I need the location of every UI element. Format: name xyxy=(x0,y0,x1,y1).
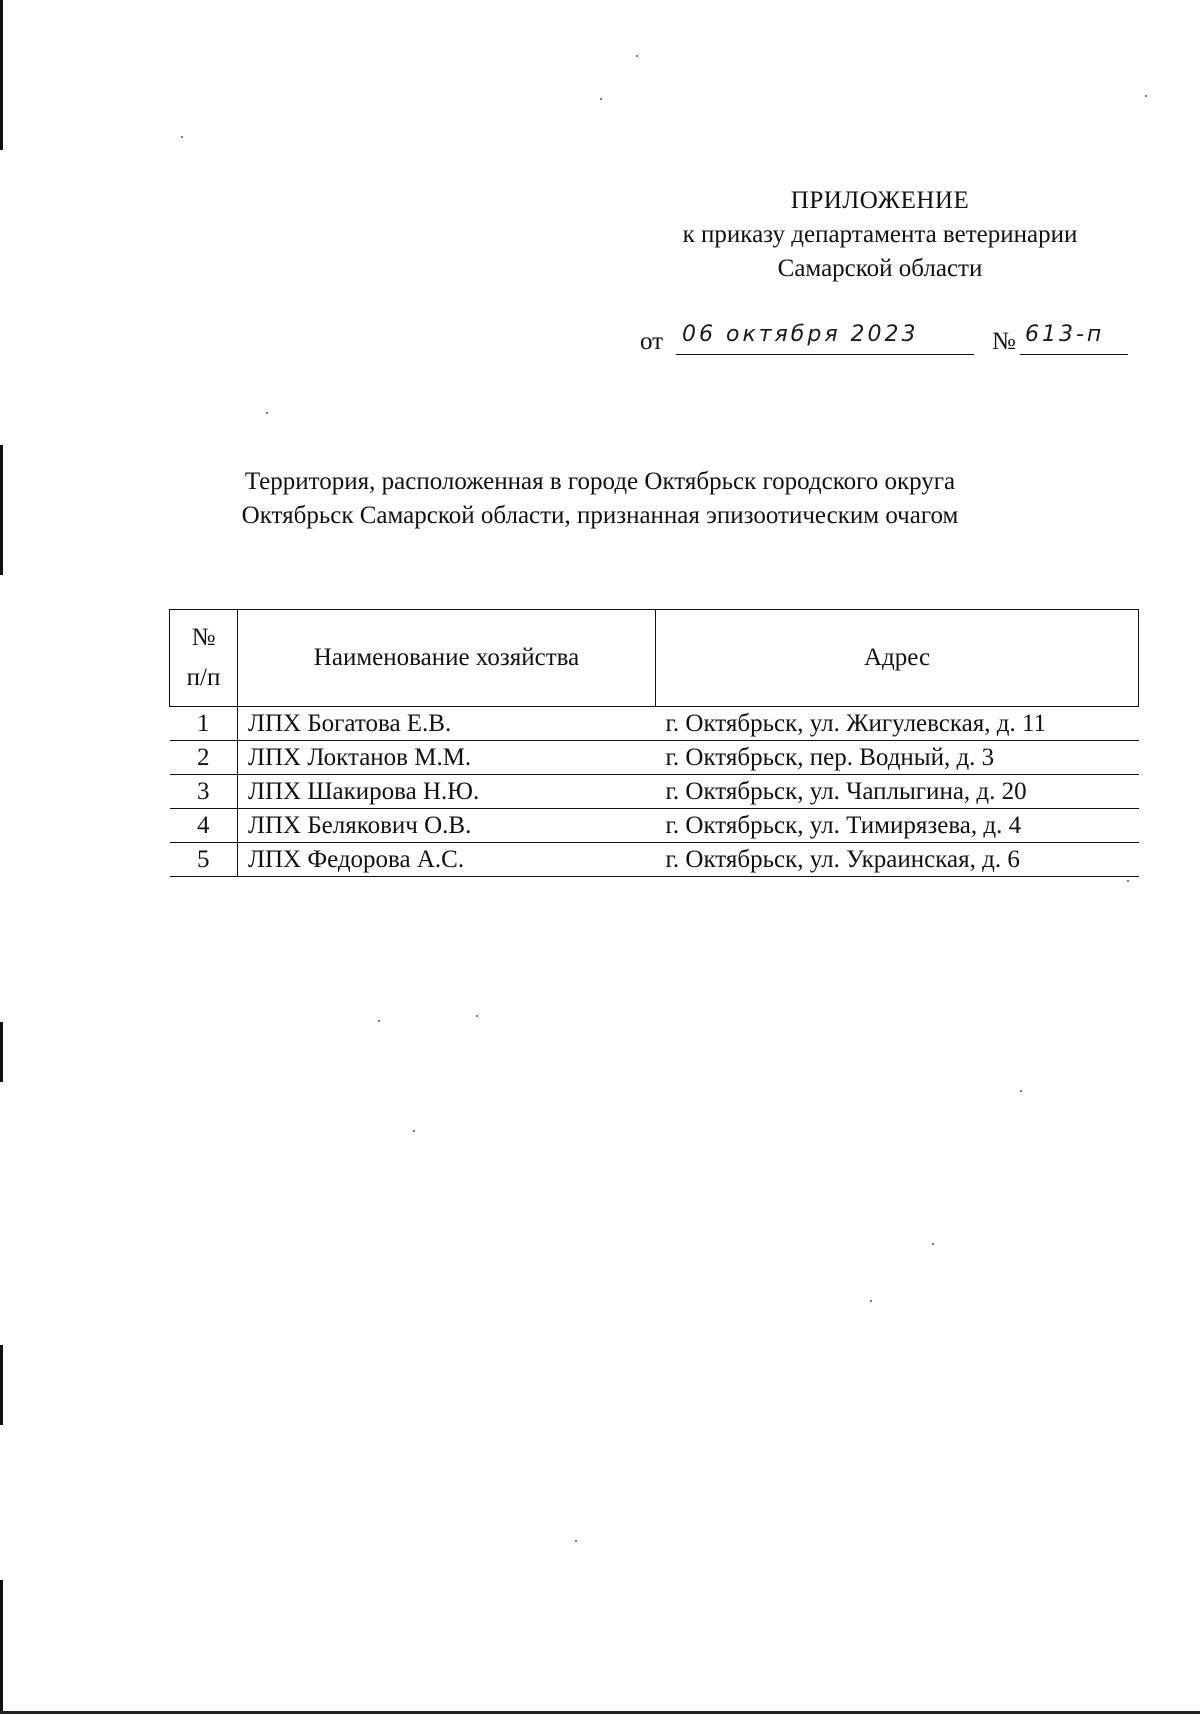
order-reference xyxy=(640,322,1130,362)
scan-speck xyxy=(932,1243,934,1245)
column-header-number xyxy=(170,610,238,707)
row-number: 2 xyxy=(170,741,238,775)
appendix-line-2: Самарской области xyxy=(777,255,983,282)
farm-address: г. Октябрьск, ул. Жигулевская, д. 11 xyxy=(656,707,1139,741)
column-header-number-abbr: п/п xyxy=(186,664,221,691)
appendix-line-1: к приказу департамента ветеринарии xyxy=(682,221,1078,248)
scan-edge-mark xyxy=(0,0,3,150)
scan-speck xyxy=(1127,880,1129,882)
scan-speck xyxy=(476,1015,478,1017)
order-date-handwritten: 06 октября 2023 xyxy=(682,322,919,347)
row-number: 5 xyxy=(170,843,238,877)
scan-speck xyxy=(378,1020,380,1022)
table-header-row xyxy=(170,610,1139,707)
appendix-block xyxy=(620,184,1140,286)
scan-speck xyxy=(413,1130,415,1132)
table-row xyxy=(170,707,1139,741)
table-row xyxy=(170,843,1139,877)
document-title-line-1: Территория, расположенная в городе Октябрьск городского округа xyxy=(244,468,956,495)
scan-edge-mark xyxy=(0,445,3,575)
scan-speck xyxy=(870,1300,872,1302)
document-title xyxy=(180,465,1020,533)
scan-edge-mark xyxy=(0,1345,3,1425)
farm-name: ЛПХ Белякович О.В. xyxy=(238,809,656,843)
scan-speck xyxy=(1020,1090,1022,1092)
farm-address: г. Октябрьск, ул. Чаплыгина, д. 20 xyxy=(656,775,1139,809)
scan-speck xyxy=(575,1540,577,1542)
scan-speck xyxy=(1145,95,1147,97)
order-number-handwritten: 613-п xyxy=(1025,322,1105,347)
column-header-name: Наименование хозяйства xyxy=(238,610,656,707)
scan-speck xyxy=(266,412,268,414)
order-date-prefix: от xyxy=(640,328,664,355)
farm-name: ЛПХ Шакирова Н.Ю. xyxy=(238,775,656,809)
farm-address: г. Октябрьск, ул. Тимирязева, д. 4 xyxy=(656,809,1139,843)
row-number: 1 xyxy=(170,707,238,741)
scan-speck xyxy=(636,55,638,57)
farm-name: ЛПХ Локтанов М.М. xyxy=(238,741,656,775)
table-row xyxy=(170,809,1139,843)
order-number-underline xyxy=(1020,354,1128,355)
row-number: 3 xyxy=(170,775,238,809)
order-number-prefix: № xyxy=(992,328,1016,355)
column-header-number-sign: № xyxy=(191,624,216,651)
table-row xyxy=(170,741,1139,775)
column-header-address: Адрес xyxy=(656,610,1139,707)
farm-address: г. Октябрьск, пер. Водный, д. 3 xyxy=(656,741,1139,775)
scan-edge-mark xyxy=(0,1580,3,1714)
scan-speck xyxy=(181,136,183,138)
farm-address: г. Октябрьск, ул. Украинская, д. 6 xyxy=(656,843,1139,877)
scan-speck xyxy=(600,98,602,100)
order-date-underline xyxy=(676,354,974,355)
scan-edge-mark xyxy=(0,1022,3,1082)
row-number: 4 xyxy=(170,809,238,843)
table-row xyxy=(170,775,1139,809)
farm-name: ЛПХ Богатова Е.В. xyxy=(238,707,656,741)
farm-name: ЛПХ Федорова А.С. xyxy=(238,843,656,877)
appendix-heading: ПРИЛОЖЕНИЕ xyxy=(790,187,970,214)
document-title-line-2: Октябрьск Самарской области, признанная эпизоотическим очагом xyxy=(241,502,959,529)
farms-table xyxy=(169,609,1139,877)
